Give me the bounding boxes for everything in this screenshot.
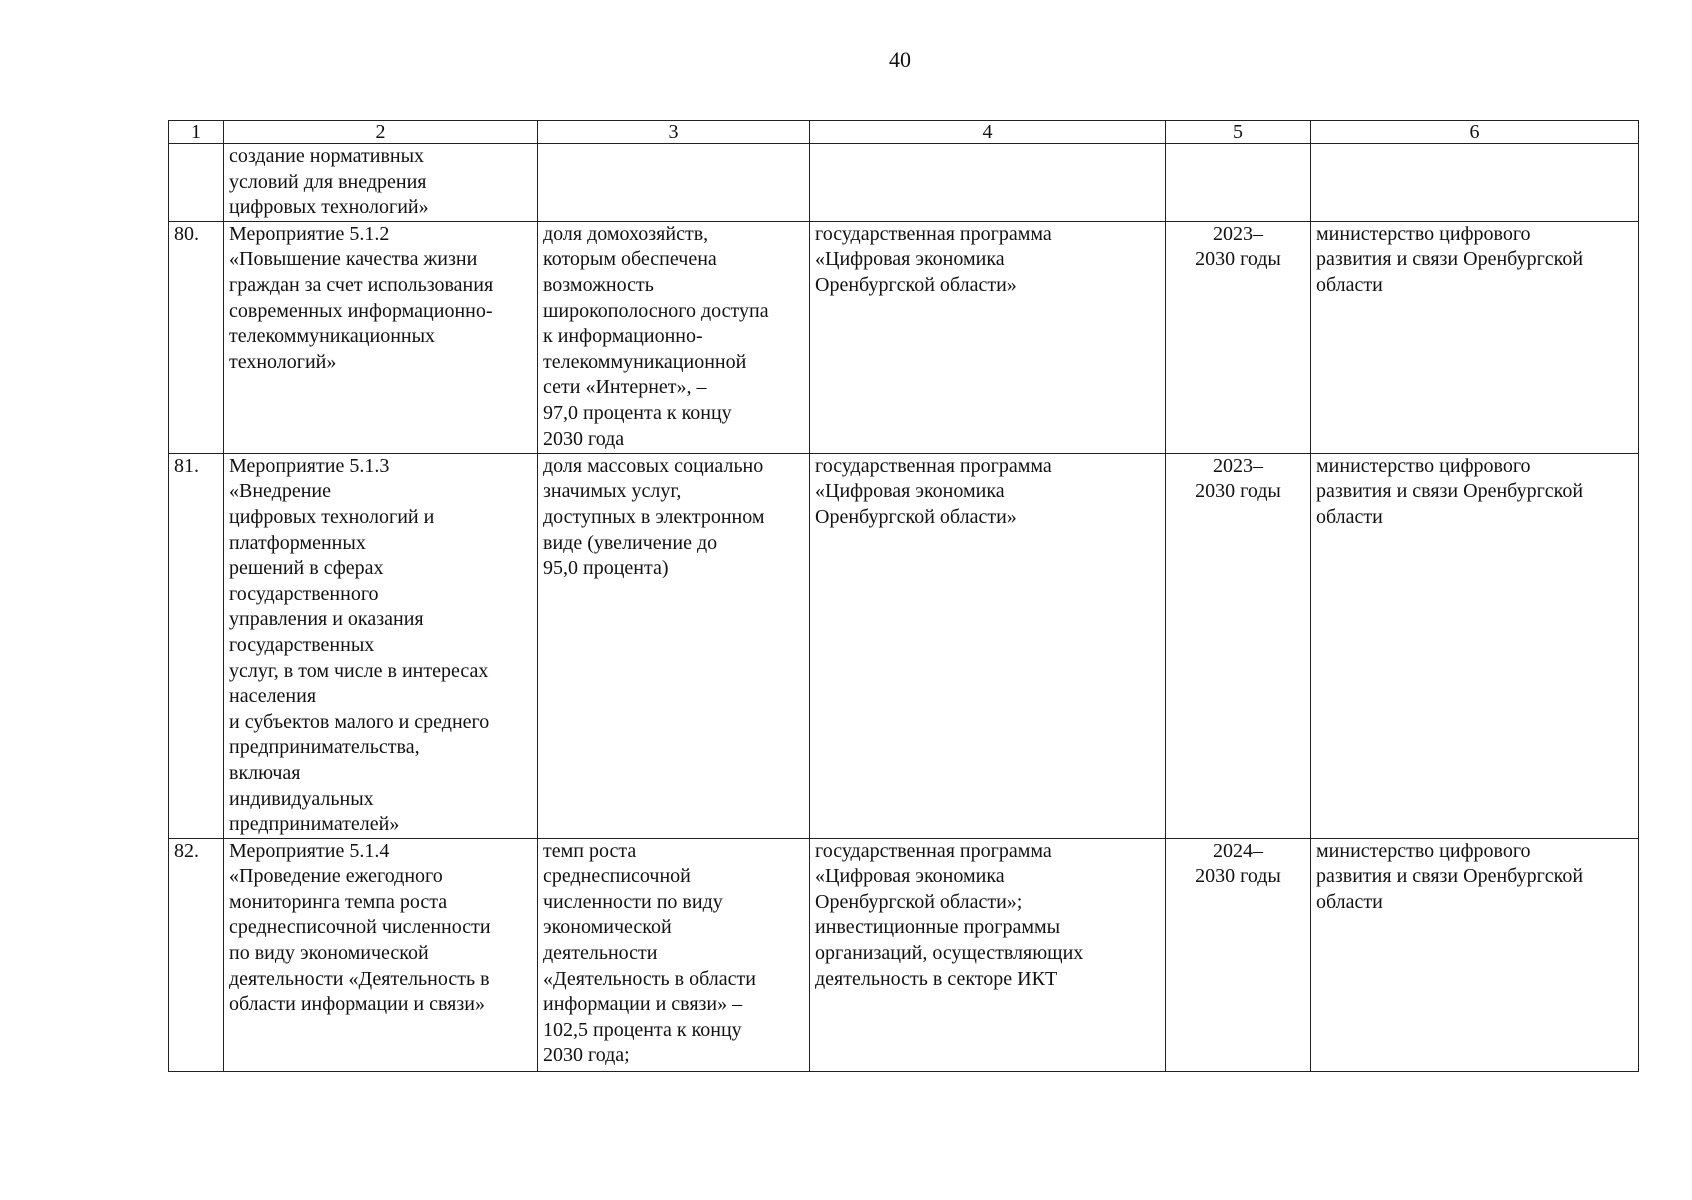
column-header-3: 3 [538,121,810,144]
event-cell: Мероприятие 5.1.4 «Проведение ежегодного мониторинга темпа роста среднесписочной численности по виду экономической деятельности «Деятельность в области информации и связи» [224,838,538,1071]
table-row [169,838,1639,1071]
column-header-6: 6 [1311,121,1639,144]
responsible-cell: министерство цифрового развития и связи Оренбургской области [1311,221,1639,453]
row-number-cell: 82. [169,838,224,1071]
years-cell: 2024– 2030 годы [1166,838,1311,1071]
event-cell: создание нормативных условий для внедрения цифровых технологий» [224,144,538,222]
measures-table [168,120,1639,1072]
table-row [169,453,1639,838]
years-cell: 2023– 2030 годы [1166,453,1311,838]
program-cell: государственная программа «Цифровая экономика Оренбургской области» [810,221,1166,453]
indicator-cell: темп роста среднесписочной численности по виду экономической деятельности «Деятельность в области информации и связи» – 102,5 процента к концу 2030 года; [538,838,810,1071]
row-number-cell [169,144,224,222]
column-header-2: 2 [224,121,538,144]
indicator-cell: доля массовых социально значимых услуг, доступных в электронном виде (увеличение до 95,0 процента) [538,453,810,838]
indicator-cell: доля домохозяйств, которым обеспечена возможность широкополосного доступа к информационно- телекоммуникационной сети «Интернет», – 97,0 процента к концу 2030 года [538,221,810,453]
responsible-cell: министерство цифрового развития и связи Оренбургской области [1311,453,1639,838]
years-cell: 2023– 2030 годы [1166,221,1311,453]
table-row-continuation [169,144,1639,222]
responsible-cell [1311,144,1639,222]
event-cell: Мероприятие 5.1.2 «Повышение качества жизни граждан за счет использования современных информационно- телекоммуникационных технологий» [224,221,538,453]
program-cell [810,144,1166,222]
column-number-row [169,121,1639,144]
event-cell: Мероприятие 5.1.3 «Внедрение цифровых технологий и платформенных решений в сферах государственного управления и оказания государственных услуг, в том числе в интересах населения и субъектов малого и среднего предпринимательства, включая индивидуальных предпринимателей» [224,453,538,838]
table-row [169,221,1639,453]
column-header-4: 4 [810,121,1166,144]
column-header-5: 5 [1166,121,1311,144]
responsible-cell: министерство цифрового развития и связи Оренбургской области [1311,838,1639,1071]
years-cell [1166,144,1311,222]
row-number-cell: 80. [169,221,224,453]
row-number-cell: 81. [169,453,224,838]
indicator-cell [538,144,810,222]
program-cell: государственная программа «Цифровая экономика Оренбургской области»; инвестиционные программы организаций, осуществляющих деятельность в секторе ИКТ [810,838,1166,1071]
program-cell: государственная программа «Цифровая экономика Оренбургской области» [810,453,1166,838]
page-number: 40 [889,47,911,72]
column-header-1: 1 [169,121,224,144]
